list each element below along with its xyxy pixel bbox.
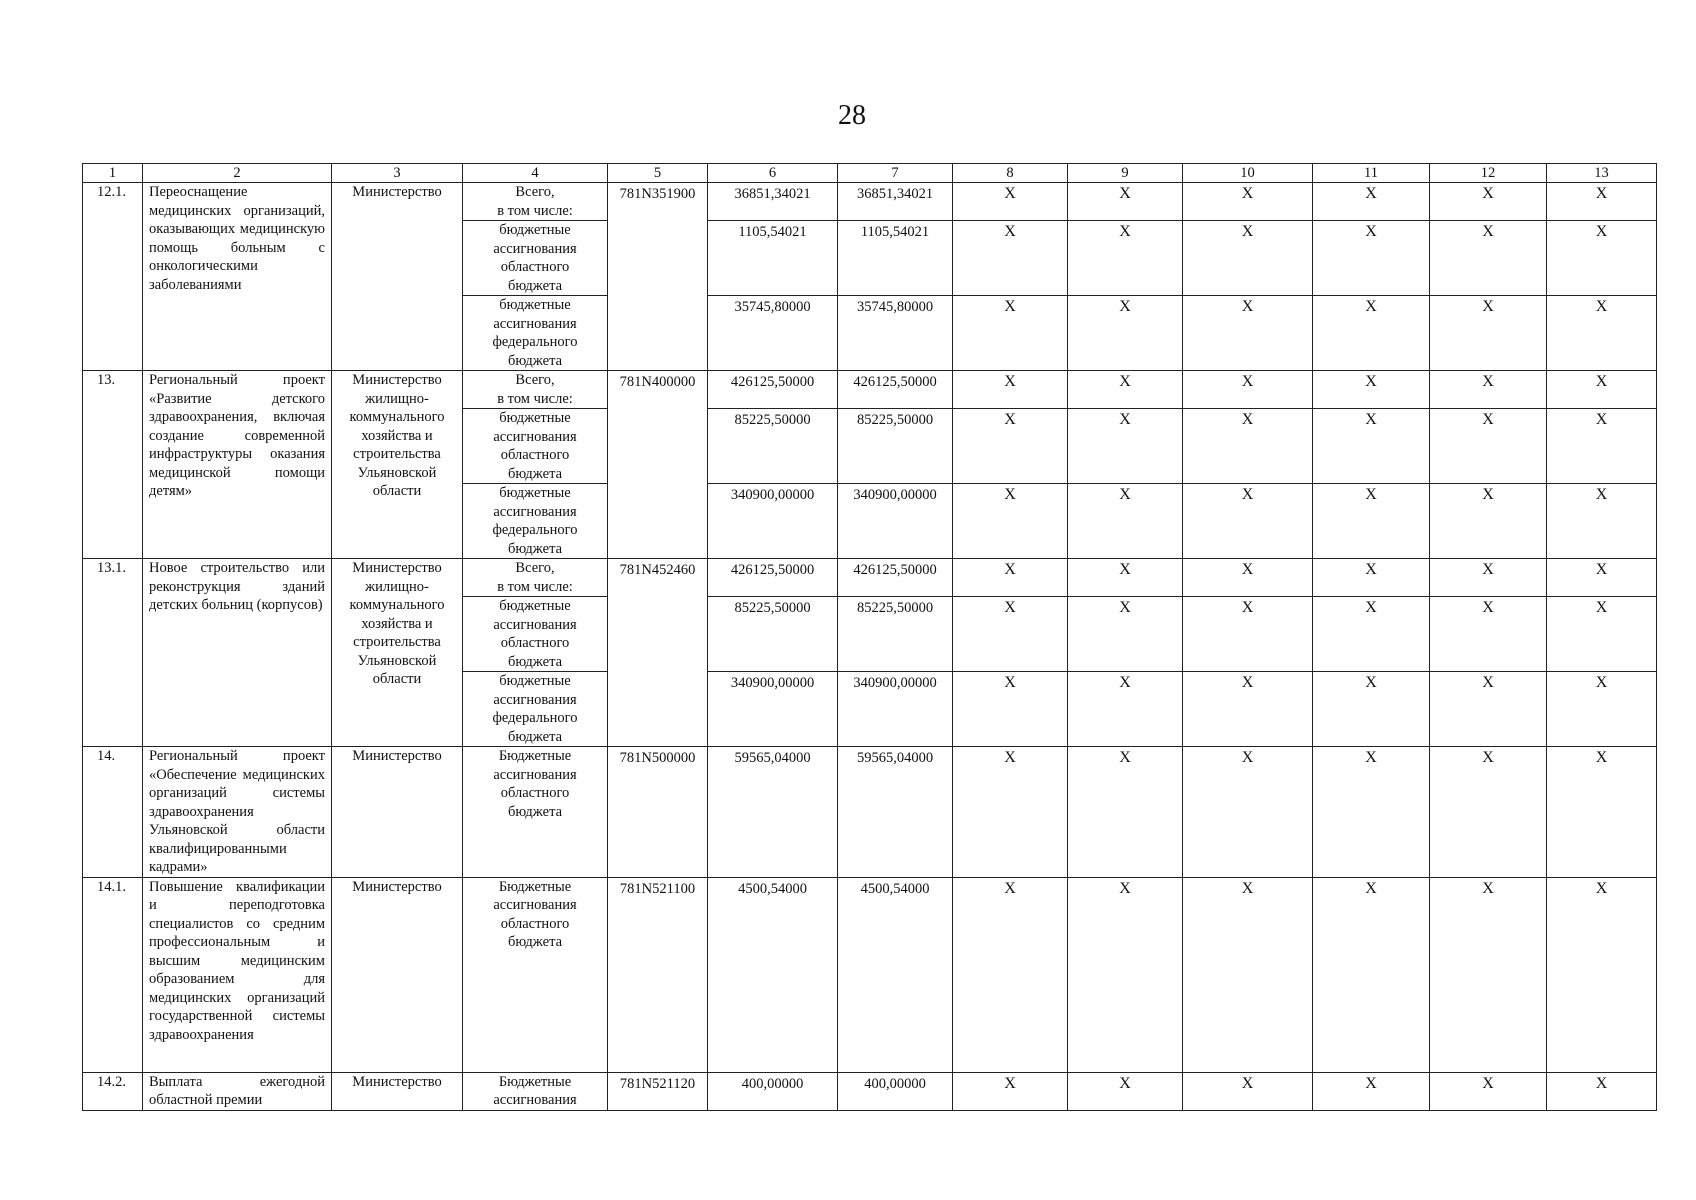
x-mark-col8: X [953,183,1068,221]
x-mark-col10: X [1183,371,1313,409]
table-row [83,877,1657,1072]
x-mark-col13: X [1547,672,1657,747]
x-mark-col13: X [1547,747,1657,878]
column-header-2: 2 [143,164,332,183]
x-mark-col10: X [1183,877,1313,1072]
x-mark-col11: X [1313,597,1430,672]
amount-col7: 1105,54021 [838,221,953,296]
funding-source: бюджетные ассигнования федерального бюджета [463,484,608,559]
row-executor: Министерство [332,747,463,878]
column-header-10: 10 [1183,164,1313,183]
row-name: Региональный проект «Развитие детского здравоохранения, включая создание современной инфраструктуры оказания медицинской помощи детям» [143,371,332,559]
amount-col6: 1105,54021 [708,221,838,296]
budget-code: 781N400000 [608,371,708,559]
x-mark-col11: X [1313,559,1430,597]
x-mark-col9: X [1068,484,1183,559]
x-mark-col13: X [1547,1072,1657,1110]
page-number: 28 [838,100,866,131]
row-name: Выплата ежегодной областной премии [143,1072,332,1110]
table-row [83,1072,1657,1110]
x-mark-col8: X [953,877,1068,1072]
x-mark-col12: X [1430,672,1547,747]
x-mark-col12: X [1430,296,1547,371]
x-mark-col11: X [1313,183,1430,221]
column-header-5: 5 [608,164,708,183]
x-mark-col9: X [1068,296,1183,371]
amount-col7: 85225,50000 [838,409,953,484]
x-mark-col12: X [1430,747,1547,878]
row-number: 13. [83,371,143,559]
x-mark-col12: X [1430,877,1547,1072]
x-mark-col11: X [1313,409,1430,484]
x-mark-col12: X [1430,183,1547,221]
amount-col7: 426125,50000 [838,559,953,597]
x-mark-col13: X [1547,183,1657,221]
x-mark-col9: X [1068,877,1183,1072]
table-row [83,747,1657,878]
x-mark-col12: X [1430,597,1547,672]
amount-col7: 59565,04000 [838,747,953,878]
row-executor: Министерство жилищно-коммунального хозяйства и строительства Ульяновской области [332,559,463,747]
table-row [83,559,1657,597]
x-mark-col13: X [1547,371,1657,409]
amount-col6: 426125,50000 [708,559,838,597]
x-mark-col12: X [1430,484,1547,559]
row-number: 14.1. [83,877,143,1072]
x-mark-col9: X [1068,747,1183,878]
column-header-12: 12 [1430,164,1547,183]
funding-source: Бюджетные ассигнования областного бюджета [463,747,608,878]
x-mark-col11: X [1313,747,1430,878]
column-header-4: 4 [463,164,608,183]
funding-source: Бюджетные ассигнования [463,1072,608,1110]
amount-col7: 4500,54000 [838,877,953,1072]
x-mark-col10: X [1183,183,1313,221]
funding-source: Всего, в том числе: [463,559,608,597]
x-mark-col8: X [953,559,1068,597]
funding-source: бюджетные ассигнования областного бюджета [463,597,608,672]
x-mark-col8: X [953,296,1068,371]
table-row [83,183,1657,221]
column-header-6: 6 [708,164,838,183]
x-mark-col12: X [1430,221,1547,296]
amount-col6: 426125,50000 [708,371,838,409]
row-name: Новое строительство или реконструкция зданий детских больниц (корпусов) [143,559,332,747]
amount-col6: 85225,50000 [708,597,838,672]
x-mark-col10: X [1183,484,1313,559]
amount-col7: 35745,80000 [838,296,953,371]
x-mark-col11: X [1313,484,1430,559]
x-mark-col8: X [953,221,1068,296]
x-mark-col11: X [1313,877,1430,1072]
x-mark-col10: X [1183,221,1313,296]
x-mark-col13: X [1547,484,1657,559]
row-number: 14.2. [83,1072,143,1110]
table-row [83,371,1657,409]
amount-col7: 400,00000 [838,1072,953,1110]
amount-col7: 340900,00000 [838,484,953,559]
row-executor: Министерство жилищно-коммунального хозяйства и строительства Ульяновской области [332,371,463,559]
x-mark-col13: X [1547,597,1657,672]
row-name: Региональный проект «Обеспечение медицинских организаций системы здравоохранения Ульяновской области квалифицированными кадрами» [143,747,332,878]
x-mark-col13: X [1547,409,1657,484]
row-executor: Министерство [332,183,463,371]
x-mark-col10: X [1183,672,1313,747]
amount-col7: 36851,34021 [838,183,953,221]
funding-source: Всего, в том числе: [463,183,608,221]
amount-col7: 85225,50000 [838,597,953,672]
column-header-13: 13 [1547,164,1657,183]
x-mark-col10: X [1183,1072,1313,1110]
amount-col6: 36851,34021 [708,183,838,221]
row-name: Переоснащение медицинских организаций, оказывающих медицинскую помощь больным с онкологическими заболеваниями [143,183,332,371]
column-header-8: 8 [953,164,1068,183]
x-mark-col10: X [1183,559,1313,597]
x-mark-col13: X [1547,296,1657,371]
row-executor: Министерство [332,877,463,1072]
budget-code: 781N351900 [608,183,708,371]
budget-code: 781N521120 [608,1072,708,1110]
x-mark-col13: X [1547,221,1657,296]
x-mark-col11: X [1313,296,1430,371]
amount-col7: 426125,50000 [838,371,953,409]
funding-source: Бюджетные ассигнования областного бюджета [463,877,608,1072]
budget-code: 781N500000 [608,747,708,878]
x-mark-col9: X [1068,597,1183,672]
column-header-11: 11 [1313,164,1430,183]
x-mark-col9: X [1068,221,1183,296]
x-mark-col11: X [1313,1072,1430,1110]
row-number: 12.1. [83,183,143,371]
budget-code: 781N452460 [608,559,708,747]
x-mark-col9: X [1068,672,1183,747]
column-header-7: 7 [838,164,953,183]
x-mark-col8: X [953,597,1068,672]
x-mark-col8: X [953,484,1068,559]
row-number: 14. [83,747,143,878]
x-mark-col13: X [1547,877,1657,1072]
budget-table [82,163,1657,1111]
x-mark-col8: X [953,747,1068,878]
funding-source: Всего, в том числе: [463,371,608,409]
funding-source: бюджетные ассигнования областного бюджета [463,409,608,484]
row-name: Повышение квалификации и переподготовка специалистов со средним профессиональным и высшим медицинским образованием для медицинских организаций государственной системы здравоохранения [143,877,332,1072]
x-mark-col8: X [953,1072,1068,1110]
amount-col6: 340900,00000 [708,484,838,559]
x-mark-col11: X [1313,221,1430,296]
x-mark-col12: X [1430,1072,1547,1110]
column-number-header [83,164,1657,183]
amount-col6: 85225,50000 [708,409,838,484]
x-mark-col10: X [1183,409,1313,484]
x-mark-col10: X [1183,296,1313,371]
x-mark-col11: X [1313,672,1430,747]
x-mark-col9: X [1068,371,1183,409]
funding-source: бюджетные ассигнования областного бюджета [463,221,608,296]
funding-source: бюджетные ассигнования федерального бюджета [463,672,608,747]
column-header-9: 9 [1068,164,1183,183]
x-mark-col13: X [1547,559,1657,597]
x-mark-col8: X [953,672,1068,747]
budget-code: 781N521100 [608,877,708,1072]
column-header-3: 3 [332,164,463,183]
table-body [83,183,1657,1111]
x-mark-col11: X [1313,371,1430,409]
amount-col6: 35745,80000 [708,296,838,371]
x-mark-col8: X [953,409,1068,484]
x-mark-col10: X [1183,747,1313,878]
x-mark-col9: X [1068,183,1183,221]
x-mark-col12: X [1430,409,1547,484]
x-mark-col9: X [1068,409,1183,484]
x-mark-col8: X [953,371,1068,409]
row-number: 13.1. [83,559,143,747]
amount-col6: 4500,54000 [708,877,838,1072]
x-mark-col9: X [1068,559,1183,597]
row-executor: Министерство [332,1072,463,1110]
amount-col6: 59565,04000 [708,747,838,878]
x-mark-col12: X [1430,371,1547,409]
x-mark-col9: X [1068,1072,1183,1110]
column-header-1: 1 [83,164,143,183]
amount-col6: 400,00000 [708,1072,838,1110]
amount-col6: 340900,00000 [708,672,838,747]
x-mark-col12: X [1430,559,1547,597]
amount-col7: 340900,00000 [838,672,953,747]
x-mark-col10: X [1183,597,1313,672]
funding-source: бюджетные ассигнования федерального бюджета [463,296,608,371]
